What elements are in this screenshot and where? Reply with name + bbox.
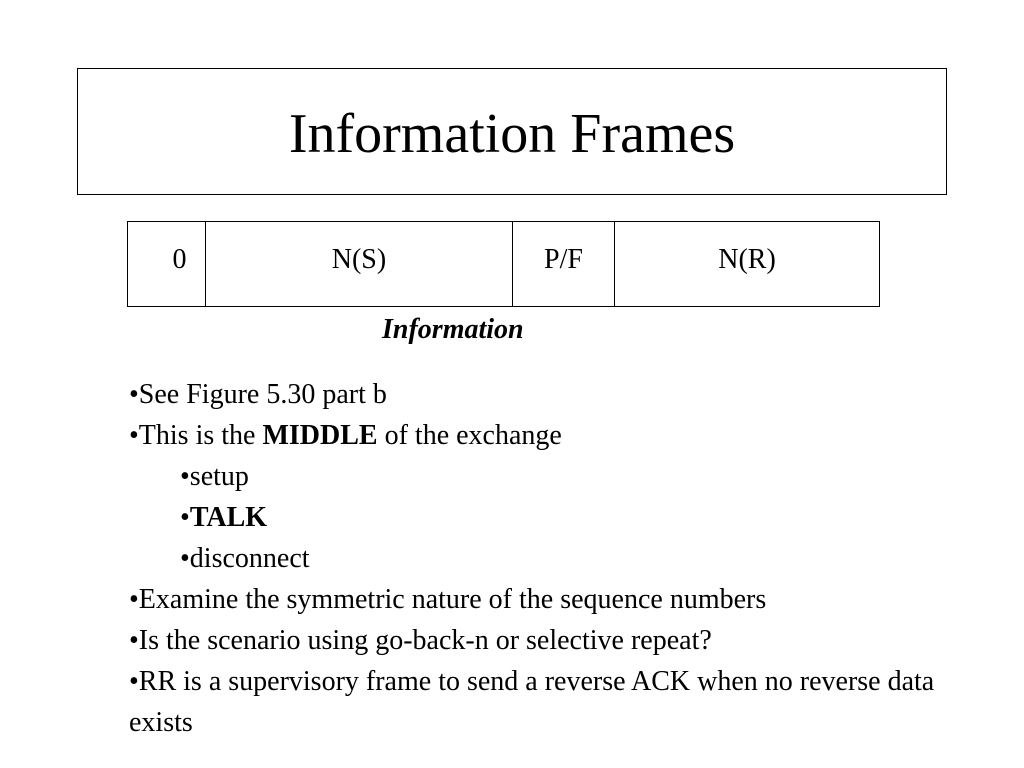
field-receive-sequence: N(R) <box>615 222 880 307</box>
emphasis-text: MIDDLE <box>262 420 378 451</box>
title-box <box>77 68 947 195</box>
field-control-bit: 0 <box>128 222 206 307</box>
sub-bullet-item: •TALK <box>180 502 268 533</box>
bullet-item: •See Figure 5.30 part b <box>129 379 387 410</box>
emphasis-text: TALK <box>189 502 268 533</box>
frame-caption: Information <box>382 314 524 345</box>
frame-format-table <box>127 221 880 307</box>
field-poll-final: P/F <box>513 222 615 307</box>
sub-bullet-item: •disconnect <box>180 543 310 574</box>
sub-bullet-item: •setup <box>180 461 249 492</box>
slide-title: Information Frames <box>288 102 736 165</box>
field-send-sequence: N(S) <box>206 222 513 307</box>
bullet-item: •Is the scenario using go-back-n or selective repeat? <box>129 625 712 656</box>
bullet-item: •This is the MIDDLE of the exchange <box>129 420 562 451</box>
bullet-list <box>129 374 959 743</box>
frame-format-row <box>128 222 880 307</box>
bullet-item: •Examine the symmetric nature of the sequence numbers <box>129 584 767 615</box>
bullet-item: •RR is a supervisory frame to send a reverse ACK when no reverse data exists <box>129 666 935 738</box>
